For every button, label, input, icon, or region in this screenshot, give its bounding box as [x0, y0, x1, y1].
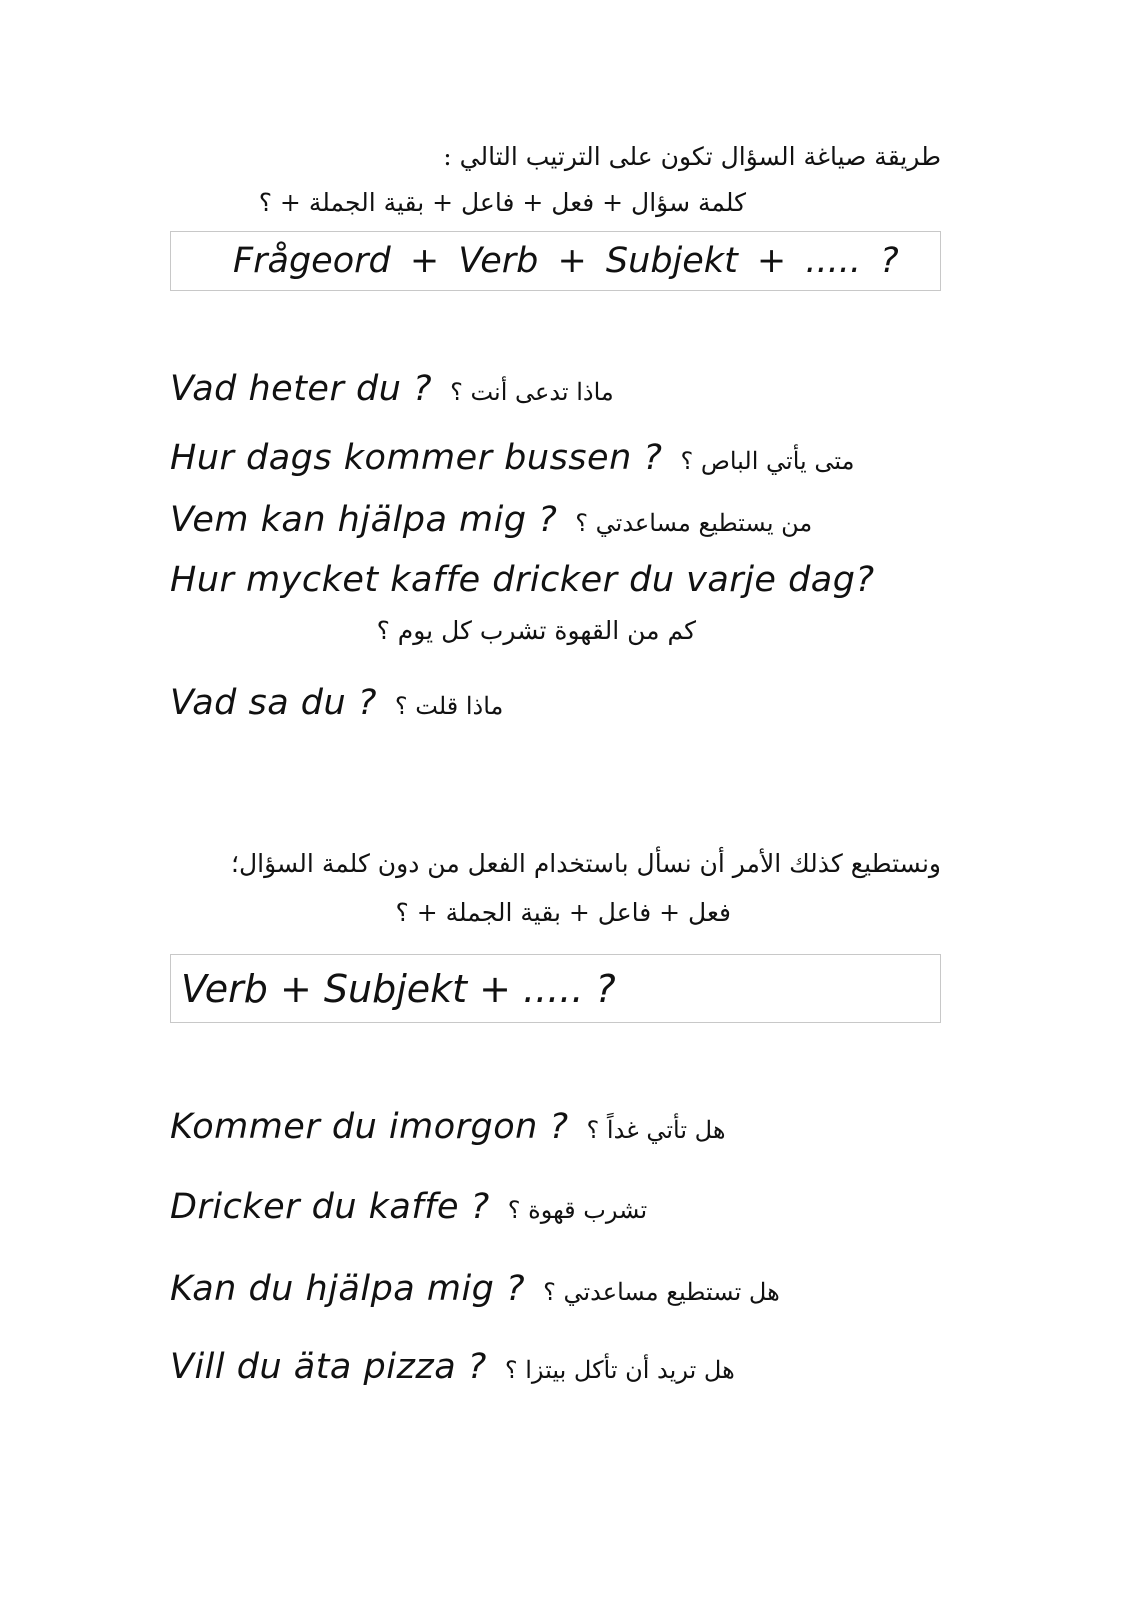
example-swedish: Vad heter du ? — [170, 369, 433, 409]
example-swedish: Dricker du kaffe ? — [170, 1187, 490, 1227]
example-arabic: هل تستطيع مساعدتي ؟ — [543, 1278, 780, 1306]
example-swedish: Hur dags kommer bussen ? — [170, 438, 663, 478]
example-arabic: متى يأتي الباص ؟ — [680, 447, 855, 475]
example-row — [170, 500, 813, 540]
example-row — [170, 369, 614, 409]
example-swedish: Kommer du imorgon ? — [170, 1107, 569, 1147]
section2-formula-box: Verb + Subjekt + ..... ? — [170, 954, 941, 1023]
example-row — [170, 1347, 735, 1387]
example-swedish: Hur mycket kaffe dricker du varje dag? — [170, 560, 875, 600]
example-swedish: Vem kan hjälpa mig ? — [170, 500, 558, 540]
example-swedish: Kan du hjälpa mig ? — [170, 1269, 526, 1309]
example-row — [170, 1107, 726, 1147]
example-row — [170, 438, 855, 478]
example-arabic: تشرب قهوة ؟ — [507, 1196, 648, 1224]
example-row — [170, 1187, 648, 1227]
section2-intro: ونستطيع كذلك الأمر أن نسأل باستخدام الفعل من دون كلمة السؤال؛ — [231, 849, 941, 878]
example-arabic: ماذا قلت ؟ — [394, 692, 504, 720]
example-row — [170, 1269, 780, 1309]
section2-formula-arabic: فعل + فاعل + بقية الجملة + ؟ — [395, 898, 731, 927]
section1-formula-arabic: كلمة سؤال + فعل + فاعل + بقية الجملة + ؟ — [258, 188, 746, 217]
section1-intro: طريقة صياغة السؤال تكون على الترتيب التالي : — [443, 142, 941, 171]
section1-formula-box: Frågeord + Verb + Subjekt + ..... ? — [170, 231, 941, 291]
example-row — [170, 683, 504, 723]
example-swedish: Vad sa du ? — [170, 683, 377, 723]
example-arabic: هل تريد أن تأكل بيتزا ؟ — [504, 1356, 735, 1384]
example-arabic: كم من القهوة تشرب كل يوم ؟ — [376, 616, 696, 645]
example-arabic: من يستطيع مساعدتي ؟ — [575, 509, 813, 537]
example-arabic: هل تأتي غداً ؟ — [586, 1116, 726, 1144]
example-swedish: Vill du äta pizza ? — [170, 1347, 487, 1387]
example-arabic: ماذا تدعى أنت ؟ — [450, 378, 614, 406]
